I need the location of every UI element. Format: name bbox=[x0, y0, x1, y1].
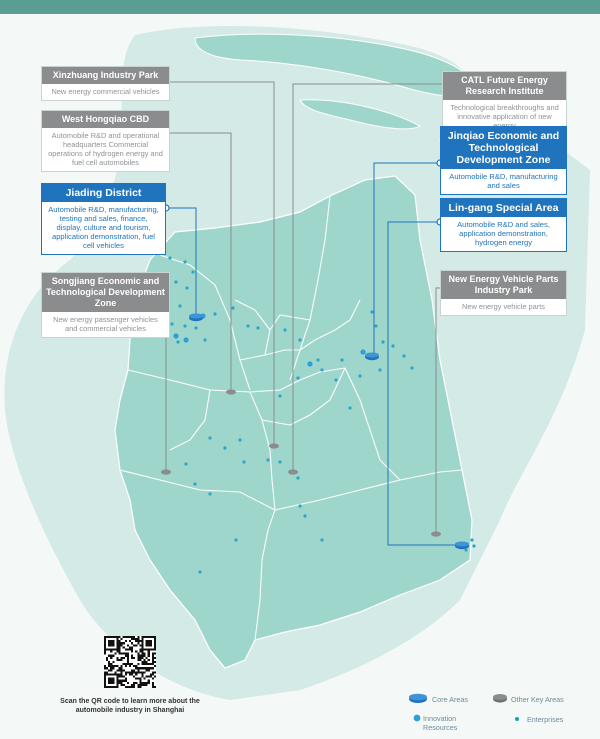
qr-code[interactable] bbox=[104, 636, 156, 688]
card-title: Xinzhuang Industry Park bbox=[42, 67, 169, 84]
card-title: Jiading District bbox=[42, 184, 165, 202]
card-lingang bbox=[440, 198, 567, 252]
card-title: Songjiang Economic and Technological Development Zone bbox=[42, 273, 169, 312]
core-area-legend-icon bbox=[408, 692, 428, 704]
card-nev-parts bbox=[440, 270, 567, 316]
legend-core-areas: Core Areas bbox=[432, 695, 468, 704]
enterprise-legend-icon bbox=[513, 715, 521, 723]
other-area-legend-icon bbox=[492, 692, 508, 704]
card-title: New Energy Vehicle Parts Industry Park bbox=[441, 271, 566, 299]
card-songjiang bbox=[41, 272, 170, 338]
card-description: Automobile R&D and sales, application demonstration, hydrogen energy bbox=[457, 220, 550, 247]
card-description: Automobile R&D, manufacturing and sales bbox=[449, 172, 558, 190]
card-description: New energy vehicle parts bbox=[462, 302, 545, 311]
card-title: Jinqiao Economic and Technological Development Zone bbox=[441, 127, 566, 169]
card-description: Automobile R&D and operational headquarters Commercial operations of hydrogen energy and fuel cell automobiles bbox=[48, 131, 163, 167]
card-west-hongqiao bbox=[41, 110, 170, 172]
legend-innovation-resources: Innovation Resources bbox=[423, 714, 458, 732]
legend-other-key-areas: Other Key Areas bbox=[511, 695, 564, 704]
card-description: Automobile R&D, manufacturing, testing and sales, finance, display, culture and tourism, application demonstration, fuel cell vehicles bbox=[48, 205, 159, 250]
card-xinzhuang bbox=[41, 66, 170, 101]
card-title: CATL Future Energy Research Institute bbox=[443, 72, 566, 100]
qr-caption: Scan the QR code to learn more about the automobile industry in Shanghai bbox=[60, 698, 200, 714]
card-jiading bbox=[41, 183, 166, 255]
card-title: West Hongqiao CBD bbox=[42, 111, 169, 128]
innovation-legend-icon bbox=[412, 713, 422, 723]
card-jinqiao bbox=[440, 126, 567, 195]
card-description: New energy passenger vehicles and commercial vehicles bbox=[53, 315, 158, 333]
card-description: New energy commercial vehicles bbox=[51, 87, 160, 96]
legend-enterprises: Enterprises bbox=[527, 715, 564, 724]
card-description: Technological breakthroughs and innovative application of new bbox=[450, 103, 559, 121]
card-title: Lin-gang Special Area bbox=[441, 199, 566, 217]
